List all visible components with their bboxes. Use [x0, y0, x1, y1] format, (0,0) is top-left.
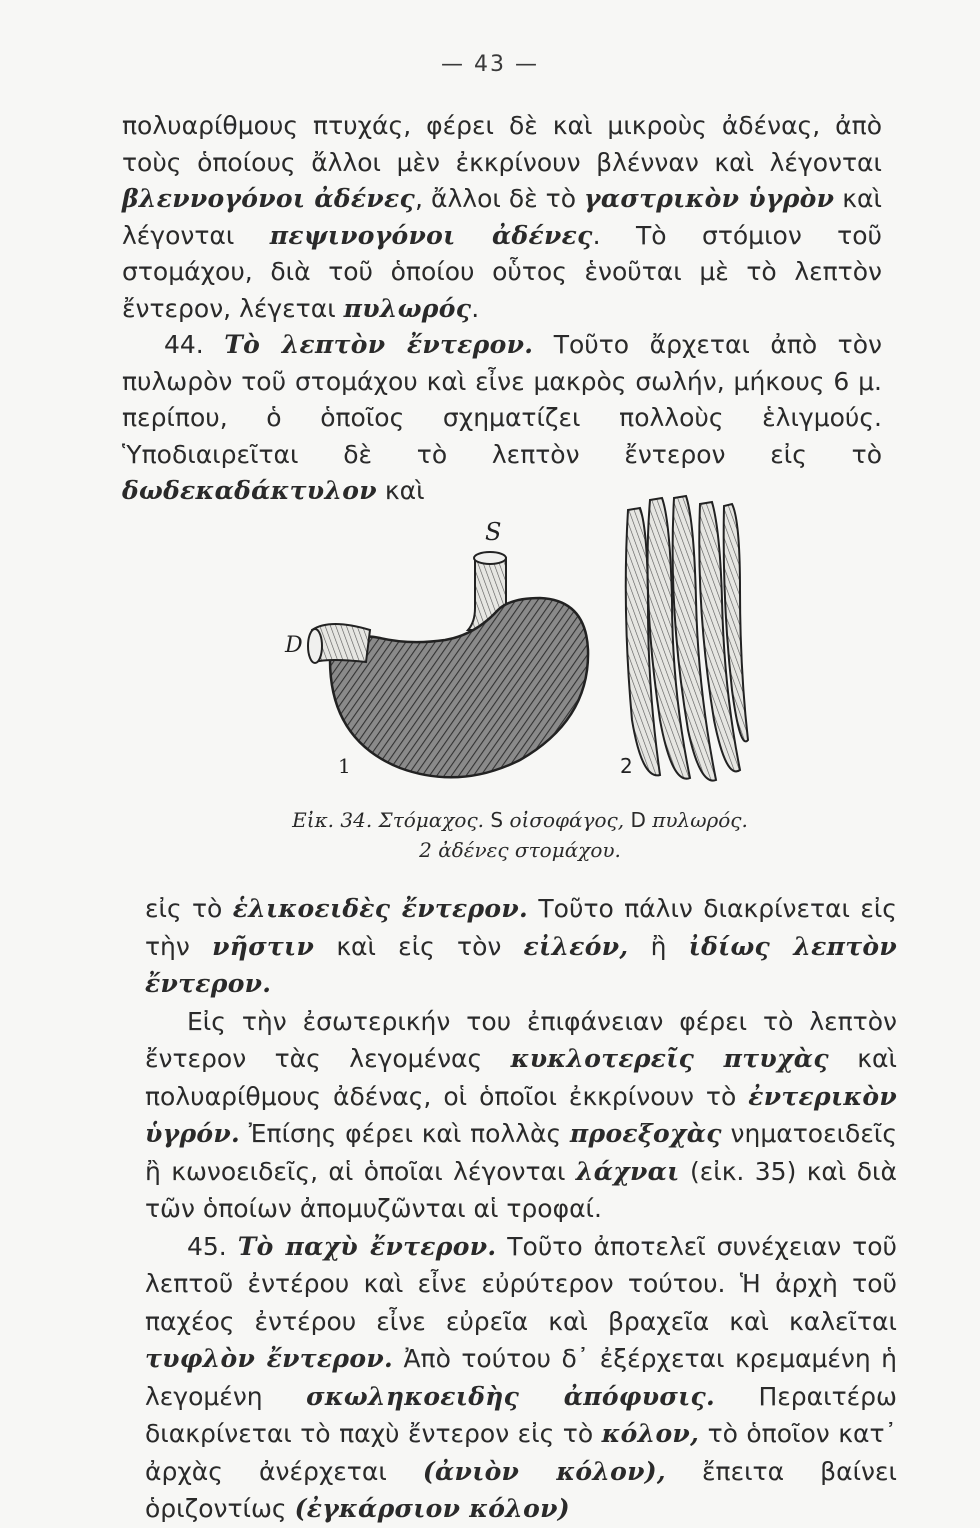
page-number: — 43 — — [441, 52, 539, 77]
term-gastric-juice: γαστρικὸν ὑγρὸν — [584, 184, 835, 213]
term-circular-folds: κυκλοτερεῖς πτυχὰς — [510, 1044, 829, 1073]
paragraph-intestine — [145, 890, 897, 1528]
paragraph-stomach — [122, 108, 882, 510]
term-pepsinogenic-glands: πεψινογόνοι ἀδένες — [269, 220, 593, 250]
figure-stomach — [270, 490, 770, 800]
text-span: , ἄλλοι δὲ τὸ — [415, 184, 577, 213]
caption-pylorus: πυλωρός. — [652, 808, 748, 832]
figure-caption-line-1 — [230, 808, 810, 832]
text-span: νηματοειδεῖς ἢ κωνοειδεῖς, αἱ ὁποῖαι λέγονται — [145, 1119, 898, 1186]
figure-caption-line-2: 2 ἀδένες στομάχου. — [419, 838, 621, 862]
term-cecum: τυφλὸν ἔντερον. — [145, 1344, 393, 1373]
text-span: πολυαρίθμους πτυχάς, φέρει δὲ καὶ μικροὺς ἀδένας, ἀπὸ τοὺς ὁποίους ἄλλοι μὲν ἐκκρίνουν βλένναν καὶ λέγονται — [122, 111, 882, 177]
text-span: Περαιτέρω διακρίνεται τὸ παχὺ ἔντερον εἰς τὸ — [145, 1381, 897, 1448]
text-span: εἰς τὸ — [145, 894, 223, 923]
heading-large-intestine: Τὸ παχὺ ἔντερον. — [237, 1231, 497, 1261]
term-mucous-glands: βλεννογόνοι ἀδένες — [122, 184, 416, 213]
text-span: ἢ — [650, 931, 667, 961]
term-villi: λάχναι — [575, 1156, 680, 1186]
text-span: ἔπειτα βαίνει ὁριζοντίως — [145, 1456, 897, 1523]
text-span: Εἰς τὴν ἐσωτερικήν του ἐπιφάνειαν φέρει τὸ λεπτὸν ἔντερον τὰς λεγομένας — [145, 1006, 897, 1073]
text-span: Τοῦτο πάλιν διακρίνεται εἰς τὴν — [145, 894, 897, 961]
stomach-illustration — [270, 490, 770, 800]
text-span: (εἰκ. 35) καὶ διὰ τῶν ὁποίων ἀπομυζῶνται αἱ τροφαί. — [145, 1156, 897, 1223]
caption-esophagus: οἰσοφάγος, — [509, 808, 625, 832]
term-ascending-colon: (ἀνιὸν κόλον), — [422, 1456, 666, 1486]
term-intestinal-juice: ἐντερικὸν ὑγρόν. — [145, 1081, 897, 1148]
text-span: Ἀπὸ τούτου δ᾽ ἐξέρχεται κρεμαμένη ἡ λεγομένη — [145, 1344, 897, 1411]
text-span: καὶ πολυαρίθμους ἀδένας, οἱ ὁποῖοι ἐκκρίνουν τὸ — [145, 1044, 897, 1111]
text-span: . — [471, 293, 480, 323]
text-span: καὶ λέγονται — [122, 184, 882, 250]
term-helical-intestine: ἑλικοειδὲς ἔντερον. — [232, 894, 529, 923]
text-span: Ἐπίσης φέρει καὶ πολλὰς — [248, 1119, 562, 1148]
term-small-intestine: ἰδίως λεπτὸν ἔντερον. — [145, 931, 897, 998]
heading-small-intestine: Τὸ λεπτὸν ἔντερον. — [224, 330, 534, 359]
gastric-glands-drawing — [626, 496, 748, 781]
label-figure-1: 1 — [338, 754, 351, 778]
label-pylorus: D — [285, 633, 303, 658]
term-pylorus: πυλωρός — [343, 293, 472, 323]
text-span: καὶ εἰς τὸν — [336, 931, 502, 961]
term-transverse-colon: (ἐγκάρσιον κόλον) — [294, 1494, 570, 1523]
section-number-44: 44. — [164, 330, 204, 359]
caption-title: Εἰκ. 34. Στόμαχος. — [292, 808, 485, 832]
term-ileum: εἰλεόν, — [523, 931, 629, 961]
text-span: Τοῦτο ἄρχεται ἀπὸ τὸν πυλωρὸν τοῦ στομάχου καὶ εἶνε μακρὸς σωλήν, μήκους 6 μ. περίπου, ὁ ὁποῖος σχηματίζει πολλοὺς ἑλιγμούς. Ὑποδιαιρεῖται δὲ τὸ λεπτὸν ἔντερον εἰς τὸ — [122, 330, 882, 469]
term-appendix: σκωληκοειδὴς ἀπόφυσις. — [306, 1381, 716, 1411]
section-number-45: 45. — [187, 1231, 227, 1261]
term-colon: κόλον, — [601, 1419, 700, 1448]
text-span: . Τὸ στόμιον τοῦ στομάχου, διὰ τοῦ ὁποίου οὗτος ἑνοῦται μὲ τὸ λεπτὸν ἔντερον, λέγεται — [122, 220, 882, 323]
stomach-body-shape — [330, 598, 588, 777]
text-span: τὸ ὁποῖον κατ᾽ ἀρχὰς ἀνέρχεται — [145, 1419, 897, 1486]
term-jejunum: νῆστιν — [212, 931, 315, 961]
term-projections: προεξοχὰς — [569, 1119, 722, 1148]
label-figure-2: 2 — [620, 754, 633, 778]
text-span: καὶ — [384, 476, 425, 505]
term-duodenum: δωδεκαδάκτυλον — [122, 476, 377, 505]
label-esophagus: S — [485, 518, 502, 546]
caption-label-d: D — [630, 808, 646, 832]
caption-label-s: S — [490, 808, 504, 832]
text-span: Τοῦτο ἀποτελεῖ συνέχειαν τοῦ λεπτοῦ ἐντέρου καὶ εἶνε εὐρύτερον τούτου. Ἡ ἀρχὴ τοῦ παχέος ἐντέρου εἶνε εὐρεῖα καὶ βραχεῖα καὶ καλεῖται — [145, 1231, 897, 1336]
